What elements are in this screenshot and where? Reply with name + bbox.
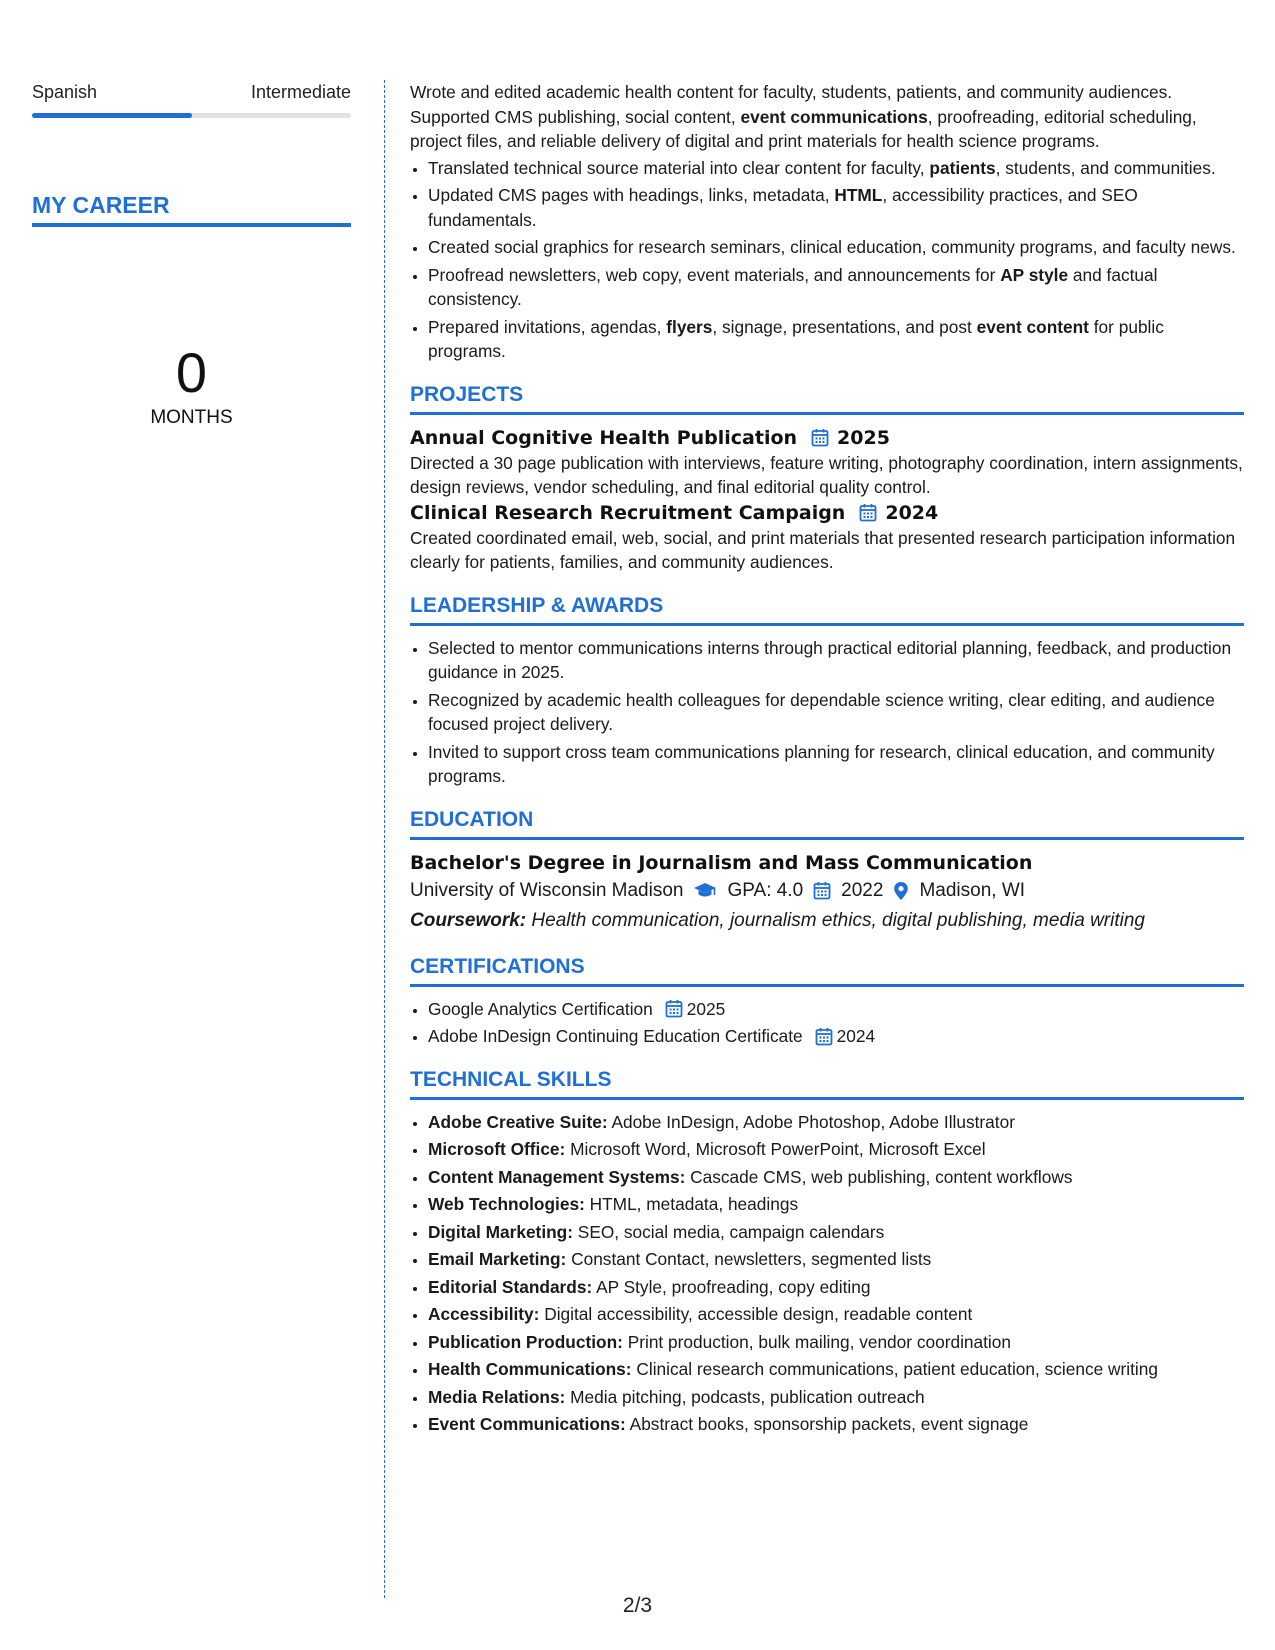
education-gpa: GPA: 4.0 (727, 879, 804, 901)
education-year: 2022 (841, 879, 884, 901)
skills-section-title: TECHNICAL SKILLS (410, 1067, 1244, 1100)
skills-list (410, 1110, 1244, 1437)
skill-item (428, 1357, 1244, 1382)
skill-item (428, 1192, 1244, 1217)
career-section-title: MY CAREER (32, 192, 351, 227)
skill-item (428, 1110, 1244, 1135)
graduation-cap-icon (693, 882, 717, 900)
skill-label: Web Technologies: (428, 1194, 585, 1214)
skill-value: HTML, metadata, headings (589, 1194, 799, 1214)
skill-value: Media pitching, podcasts, publication outreach (570, 1386, 925, 1407)
skill-value: Cascade CMS, web publishing, content workflows (690, 1166, 1073, 1187)
calendar-icon (859, 503, 877, 522)
certifications-list (410, 997, 1244, 1049)
skill-label: Editorial Standards: (428, 1276, 593, 1297)
skill-label: Digital Marketing: (428, 1221, 573, 1242)
certification-name: • Google Analytics Certification (428, 998, 653, 1019)
projects-section-title: PROJECTS (410, 382, 1244, 415)
skill-item (428, 1165, 1244, 1190)
project-description: Created coordinated email, web, social, and print materials that presented research participation information clearly for patients, families, and community audiences. (410, 527, 1236, 572)
skill-label: Microsoft Office: (428, 1139, 566, 1159)
project-description: Directed a 30 page publication with interviews, feature writing, photography coordination, intern assignments, design reviews, vendor scheduling, and final editorial quality control. (410, 452, 1243, 497)
education-coursework (410, 906, 1244, 936)
leadership-list (410, 636, 1244, 789)
list-item: • Updated CMS pages with headings, links, metadata, HTML, accessibility practices, and SEO fundamentals. (428, 183, 1244, 232)
page-number: 2/3 (622, 1594, 653, 1617)
list-item: • Selected to mentor communications interns through practical editorial planning, feedback, and production guidance in 2025. (428, 636, 1244, 685)
education-location: Madison, WI (919, 879, 1026, 901)
project-year: 2025 (837, 426, 890, 449)
list-item: • Proofread newsletters, web copy, event materials, and announcements for AP style and factual consistency. (428, 263, 1244, 312)
project-item (410, 425, 1244, 500)
language-proficiency-fill (32, 113, 192, 118)
experience-summary: Wrote and edited academic health content for faculty, students, patients, and community audiences. Supported CMS publishing, social content, event communications, proofreading, editorial scheduling, project files, and reliable delivery of digital and print materials for health science programs. (410, 82, 1197, 151)
education-details (410, 876, 1244, 906)
certification-year: 2025 (686, 998, 726, 1019)
skill-item (428, 1330, 1244, 1355)
education-degree: Bachelor's Degree in Journalism and Mass Communication (410, 851, 1033, 874)
skill-item (428, 1220, 1244, 1245)
skill-value: Clinical research communications, patient education, science writing (636, 1359, 1158, 1379)
project-name: Annual Cognitive Health Publication (410, 426, 798, 449)
skill-item (428, 1385, 1244, 1410)
language-level: Intermediate (250, 82, 351, 102)
career-duration (32, 341, 351, 429)
skill-label: Accessibility: (428, 1304, 540, 1324)
list-item: • Created social graphics for research seminars, clinical education, community programs, and faculty news. (428, 235, 1244, 260)
language-proficiency-bar (32, 113, 351, 118)
skill-item (428, 1275, 1244, 1300)
column-divider (384, 80, 385, 1598)
calendar-icon (665, 999, 683, 1018)
education-section-title: EDUCATION (410, 807, 1244, 840)
left-column (32, 82, 351, 429)
project-item (410, 500, 1244, 575)
list-item: • Invited to support cross team communications planning for research, clinical education, and community programs. (428, 740, 1244, 789)
skill-value: Digital accessibility, accessible design, readable content (544, 1304, 973, 1324)
skill-value: Microsoft Word, Microsoft PowerPoint, Microsoft Excel (570, 1139, 986, 1159)
experience-bullets (410, 156, 1244, 364)
skill-item (428, 1302, 1244, 1327)
skill-value: SEO, social media, campaign calendars (577, 1221, 885, 1242)
list-item: • Recognized by academic health colleagues for dependable science writing, clear editing, and audience focused project delivery. (428, 688, 1244, 737)
list-item (428, 1024, 1244, 1049)
skill-value: Adobe InDesign, Adobe Photoshop, Adobe Illustrator (611, 1111, 1015, 1132)
skill-item (428, 1137, 1244, 1162)
language-row (32, 82, 351, 103)
skill-label: Media Relations: (428, 1386, 566, 1407)
right-column (410, 80, 1244, 1440)
skill-item (428, 1412, 1244, 1437)
skill-value: Print production, bulk mailing, vendor coordination (627, 1331, 1011, 1352)
project-year: 2024 (885, 501, 939, 524)
career-months-value: 0 (175, 341, 208, 404)
certifications-section-title: CERTIFICATIONS (410, 954, 1244, 987)
career-months-label: MONTHS (150, 407, 233, 428)
certification-year: 2024 (836, 1026, 876, 1046)
skill-item (428, 1247, 1244, 1272)
education-school: University of Wisconsin Madison (410, 879, 684, 901)
skill-label: Content Management Systems: (428, 1166, 686, 1187)
calendar-icon (813, 881, 831, 900)
language-name: Spanish (32, 82, 98, 102)
skill-label: Health Communications: (428, 1359, 632, 1379)
list-item: • Translated technical source material into clear content for faculty, patients, students, and communities. (428, 156, 1244, 181)
list-item: • Prepared invitations, agendas, flyers, signage, presentations, and post event content for public programs. (428, 315, 1244, 364)
calendar-icon (811, 428, 829, 447)
skill-label: Email Marketing: (428, 1249, 567, 1269)
coursework-label: Coursework: (410, 909, 527, 931)
calendar-icon (815, 1027, 833, 1046)
project-name: Clinical Research Recruitment Campaign (410, 501, 846, 524)
skill-value: AP Style, proofreading, copy editing (596, 1276, 871, 1297)
leadership-section-title: LEADERSHIP & AWARDS (410, 593, 1244, 626)
certification-name: • Adobe InDesign Continuing Education Certificate (428, 1026, 803, 1046)
skill-label: Adobe Creative Suite: (428, 1111, 608, 1132)
skill-value: Constant Contact, newsletters, segmented lists (571, 1249, 932, 1269)
map-pin-icon (893, 881, 909, 901)
skill-label: Event Communications: (428, 1414, 626, 1434)
list-item (428, 997, 1244, 1022)
skill-label: Publication Production: (428, 1331, 623, 1352)
skill-value: Abstract books, sponsorship packets, event signage (629, 1414, 1029, 1434)
coursework-value: Health communication, journalism ethics, digital publishing, media writing (531, 909, 1145, 931)
